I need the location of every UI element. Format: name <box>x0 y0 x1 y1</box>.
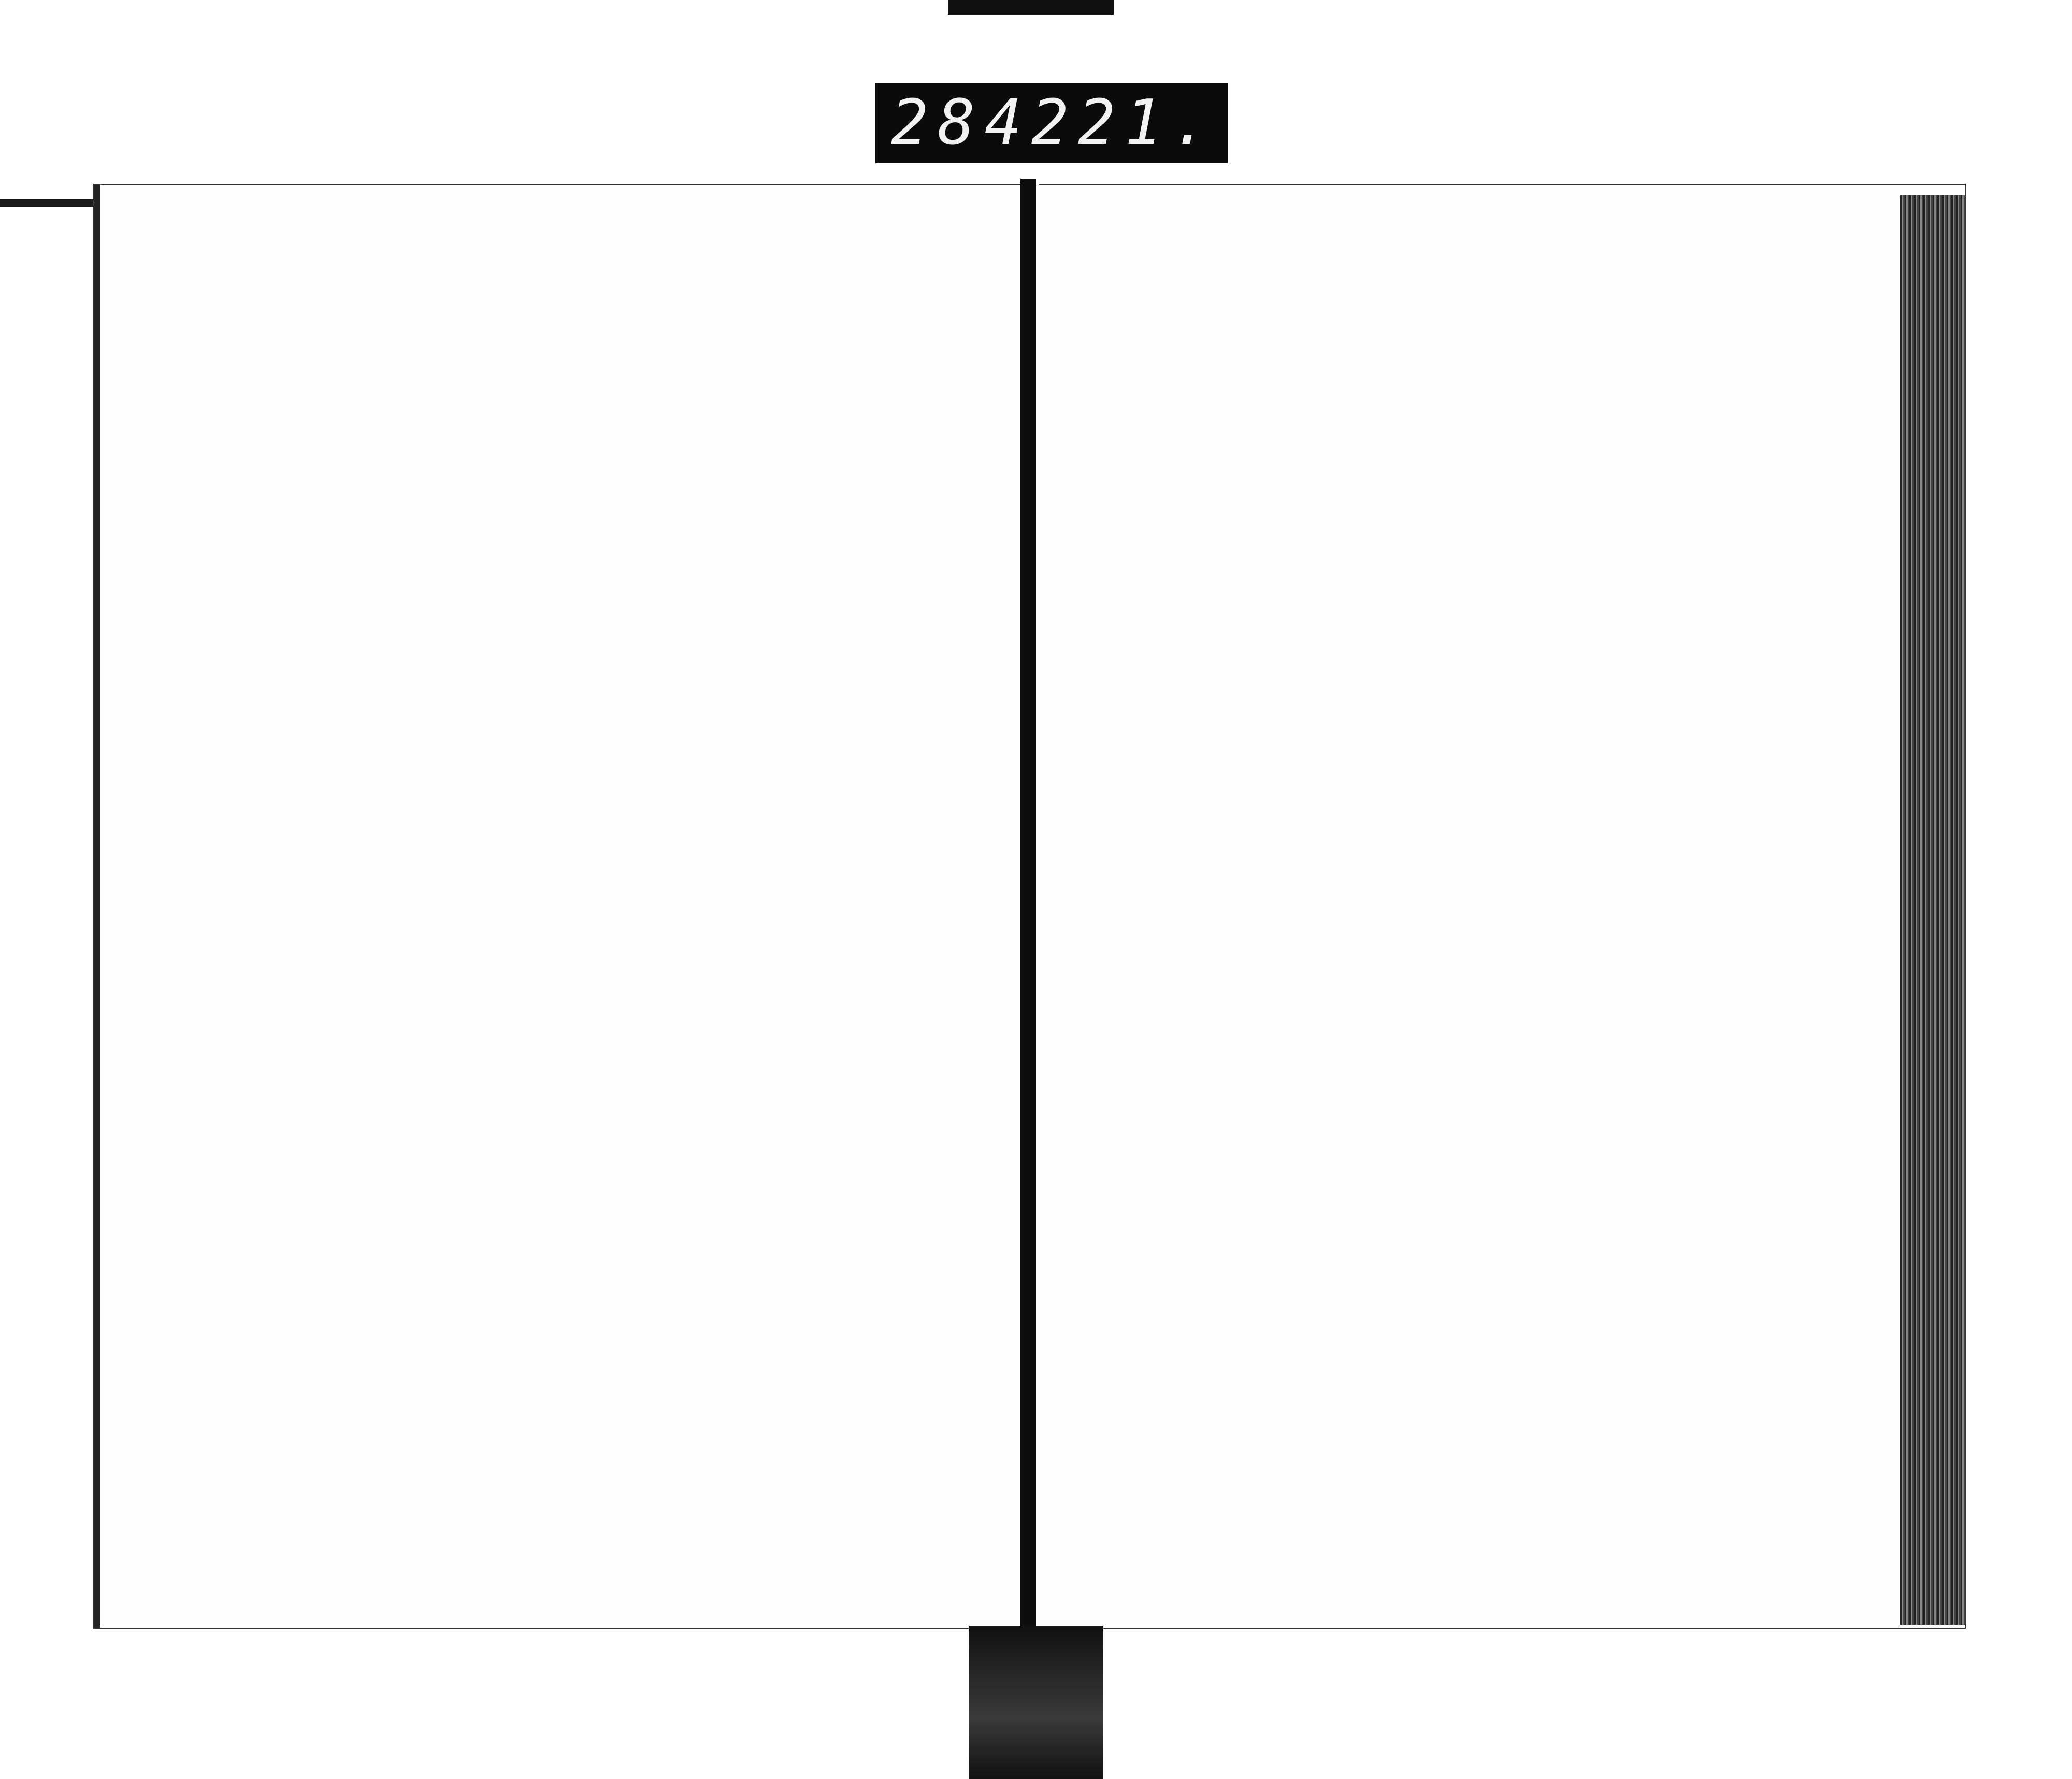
right-page <box>1039 184 1966 1629</box>
binding-shadow <box>969 1626 1103 1779</box>
frame-number-right: 221. <box>1031 87 1218 159</box>
microfilm-frame-counter <box>875 83 1228 163</box>
page-fore-edge <box>1900 195 1965 1625</box>
left-page-text-columns <box>125 314 1000 1566</box>
book-spine <box>1020 179 1036 1634</box>
top-edge-marks <box>948 0 1114 15</box>
left-page <box>93 184 1020 1629</box>
right-page-text-columns <box>1059 314 1887 1566</box>
frame-number-left: 284 <box>891 87 1031 159</box>
open-book <box>93 184 2020 1629</box>
